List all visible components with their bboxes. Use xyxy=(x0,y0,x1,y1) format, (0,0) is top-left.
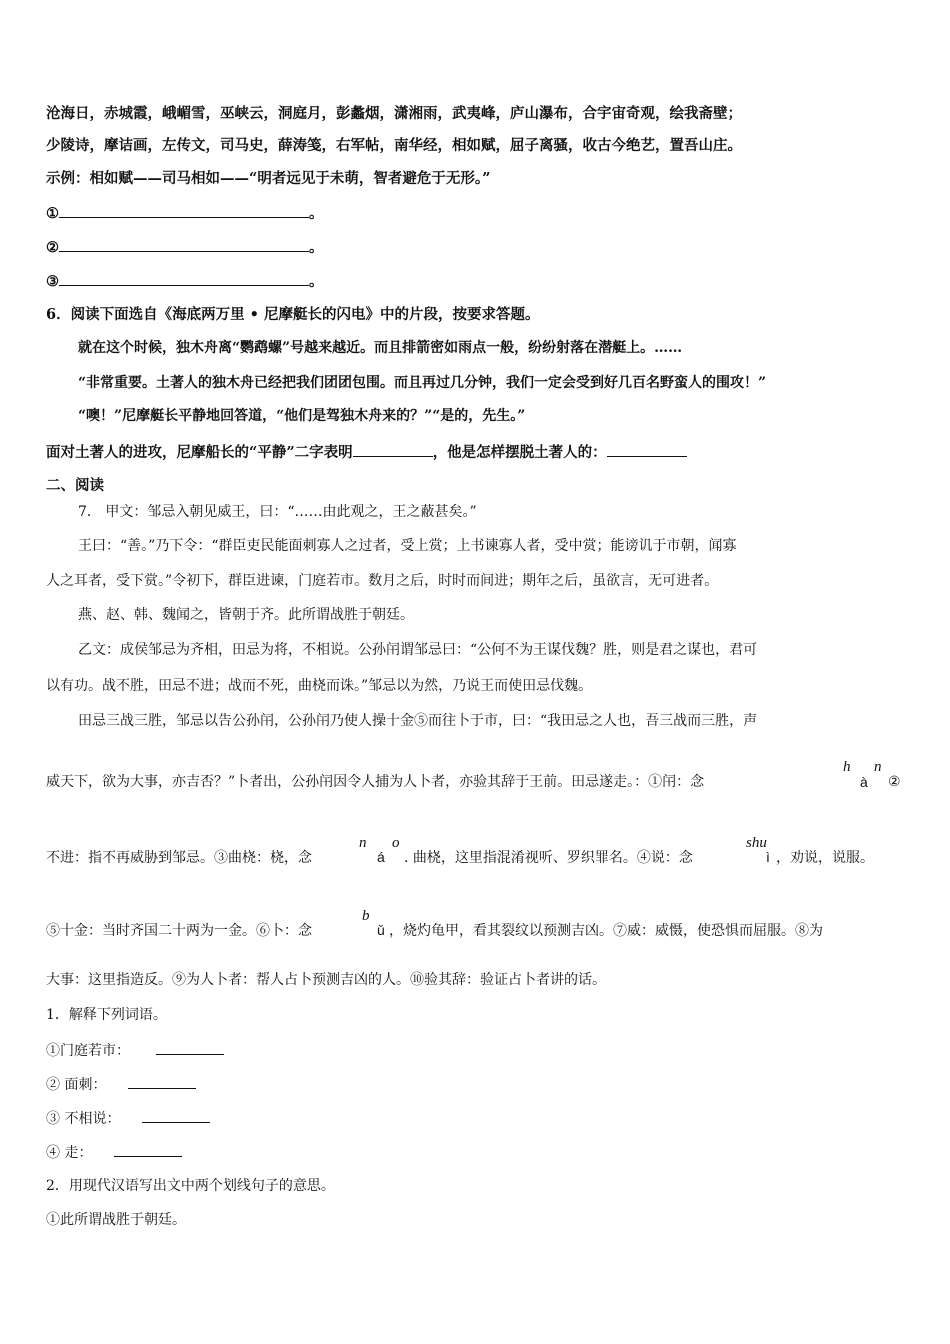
q6-question xyxy=(46,442,687,463)
answer-blank-3[interactable] xyxy=(46,271,324,292)
q7-line-9-c: ，劝说，说服。 xyxy=(776,850,874,866)
pinyin-nao-o: o xyxy=(392,835,400,851)
pinyin-han-a: à xyxy=(860,774,868,790)
pinyin-shui-i: ì xyxy=(766,849,770,865)
q7-line-5: 乙文：成侯邹忌为齐相，田忌为将，不相说。公孙闬谓邹忌曰：“公何不为王谋伐魏？胜，则是君之谋也，君可 xyxy=(78,642,758,658)
q6-blank-1[interactable] xyxy=(353,442,433,457)
answer-blank-2[interactable] xyxy=(46,237,324,258)
blank-2-prefix: ② xyxy=(46,239,59,256)
q6-title: 6．阅读下面选自《海底两万里 • 尼摩艇长的闪电》中的片段，按要求答题。 xyxy=(46,306,540,323)
pinyin-nao-n: n xyxy=(359,835,367,851)
q7-line-9-b: . 曲桡，这里指混淆视听、罗织罪名。④说：念 xyxy=(404,850,693,866)
q6-passage-1: 就在这个时候，独木舟离“鹦鹉螺”号越来越近。而且排箭密如雨点一般，纷纷射落在潜艇上。…… xyxy=(78,340,683,356)
pinyin-bu-u: ǔ xyxy=(377,922,385,938)
sub1-item-4 xyxy=(46,1142,182,1163)
sub2-title: 2．用现代汉语写出文中两个划线句子的意思。 xyxy=(46,1178,335,1194)
blank-1-line[interactable] xyxy=(59,203,309,218)
places-line: 沧海日，赤城霞，峨嵋雪，巫峡云，洞庭月，彭蠡烟，潇湘雨，武夷峰，庐山瀑布，合宇宙奇观，绘我斋壁； xyxy=(46,105,742,122)
sub1-title: 1．解释下列词语。 xyxy=(46,1007,167,1023)
sub1-item-2-label: ② 面刺： xyxy=(46,1077,107,1093)
sub1-item-1-label: ①门庭若市： xyxy=(46,1043,130,1059)
sub1-item-4-label: ④ 走： xyxy=(46,1145,93,1161)
pinyin-bu-b: b xyxy=(362,908,370,924)
example-line: 示例：相如赋——司马相如——“明者远见于未萌，智者避危于无形。” xyxy=(46,170,491,187)
q7-line-11: 大事：这里指造反。⑨为人卜者：帮人占卜预测吉凶的人。⑩验其辞：验证占卜者讲的话。 xyxy=(46,972,606,988)
sub2-item-1: ①此所谓战胜于朝廷。 xyxy=(46,1212,186,1228)
q7-line-2: 王曰：“善。”乃下令：“群臣吏民能面刺寡人之过者，受上赏；上书谏寡人者，受中赏；能谤讥于市朝，闻寡 xyxy=(78,538,737,554)
answer-blank-1[interactable] xyxy=(46,203,324,224)
q7-line-8-circ2: ② xyxy=(888,774,901,790)
q7-line-10: ⑤十金：当时齐国二十两为一金。⑥卜：念 xyxy=(46,923,312,939)
q7-line-10-b: ，烧灼龟甲，看其裂纹以预测吉凶。⑦威：威慑，使恐惧而屈服。⑧为 xyxy=(389,923,823,939)
q7-line-8: 威天下，欲为大事，亦吉否？”卜者出，公孙闬因令人捕为人卜者，亦验其辞于王前。田忌遂走。：①闬：念 xyxy=(46,774,705,790)
q6-blank-2[interactable] xyxy=(607,442,687,457)
pinyin-shui-top: shu xyxy=(746,835,767,851)
pinyin-han-h: h xyxy=(843,759,851,775)
sub1-item-1-blank[interactable] xyxy=(156,1040,224,1055)
blank-3-period: 。 xyxy=(309,273,324,290)
q7-line-6: 以有功。战不胜，田忌不进；战而不死，曲桡而诛。”邹忌以为然，乃说王而使田忌伐魏。 xyxy=(46,678,593,694)
pinyin-nao-a: á xyxy=(377,849,385,865)
q7-line-1: 7． 甲文：邹忌入朝见威王，曰：“……由此观之，王之蔽甚矣。” xyxy=(78,504,477,520)
blank-3-line[interactable] xyxy=(59,271,309,286)
blank-2-period: 。 xyxy=(309,239,324,256)
pinyin-han-n: n xyxy=(874,759,882,775)
section-2-heading: 二、阅读 xyxy=(46,477,104,494)
q7-line-9: 不进：指不再威胁到邹忌。③曲桡：桡，念 xyxy=(46,850,312,866)
q6-question-b: ，他是怎样摆脱土著人的： xyxy=(432,444,607,461)
sub1-item-3-label: ③ 不相说： xyxy=(46,1111,121,1127)
sub1-item-2 xyxy=(46,1074,196,1095)
q6-question-a: 面对土著人的进攻，尼摩船长的“平静”二字表明 xyxy=(46,444,353,461)
blank-1-prefix: ① xyxy=(46,205,59,222)
blank-1-period: 。 xyxy=(309,205,324,222)
blank-3-prefix: ③ xyxy=(46,273,59,290)
q6-passage-2: “非常重要。土著人的独木舟已经把我们团团包围。而且再过几分钟，我们一定会受到好几百名野蛮人的围攻！” xyxy=(78,375,767,391)
q7-line-7: 田忌三战三胜，邹忌以告公孙闬，公孙闬乃使人操十金⑤而往卜于市，曰：“我田忌之人也，吾三战而三胜，声 xyxy=(78,713,758,729)
q6-passage-3: “噢！”尼摩艇长平静地回答道，“他们是驾独木舟来的？”“是的，先生。” xyxy=(78,408,526,424)
sub1-item-4-blank[interactable] xyxy=(114,1142,182,1157)
q7-line-3: 人之耳者，受下赏。”令初下，群臣进谏，门庭若市。数月之后，时时而间进；期年之后，虽欲言，无可进者。 xyxy=(46,573,719,589)
sub1-item-3-blank[interactable] xyxy=(142,1108,210,1123)
sub1-item-2-blank[interactable] xyxy=(128,1074,196,1089)
sub1-item-1 xyxy=(46,1040,224,1061)
q7-line-4: 燕、赵、韩、魏闻之，皆朝于齐。此所谓战胜于朝廷。 xyxy=(78,607,414,623)
works-line: 少陵诗，摩诘画，左传文，司马史，薛涛笺，右军帖，南华经，相如赋，屈子离骚，收古今绝艺，置吾山庄。 xyxy=(46,137,742,154)
sub1-item-3 xyxy=(46,1108,210,1129)
blank-2-line[interactable] xyxy=(59,237,309,252)
